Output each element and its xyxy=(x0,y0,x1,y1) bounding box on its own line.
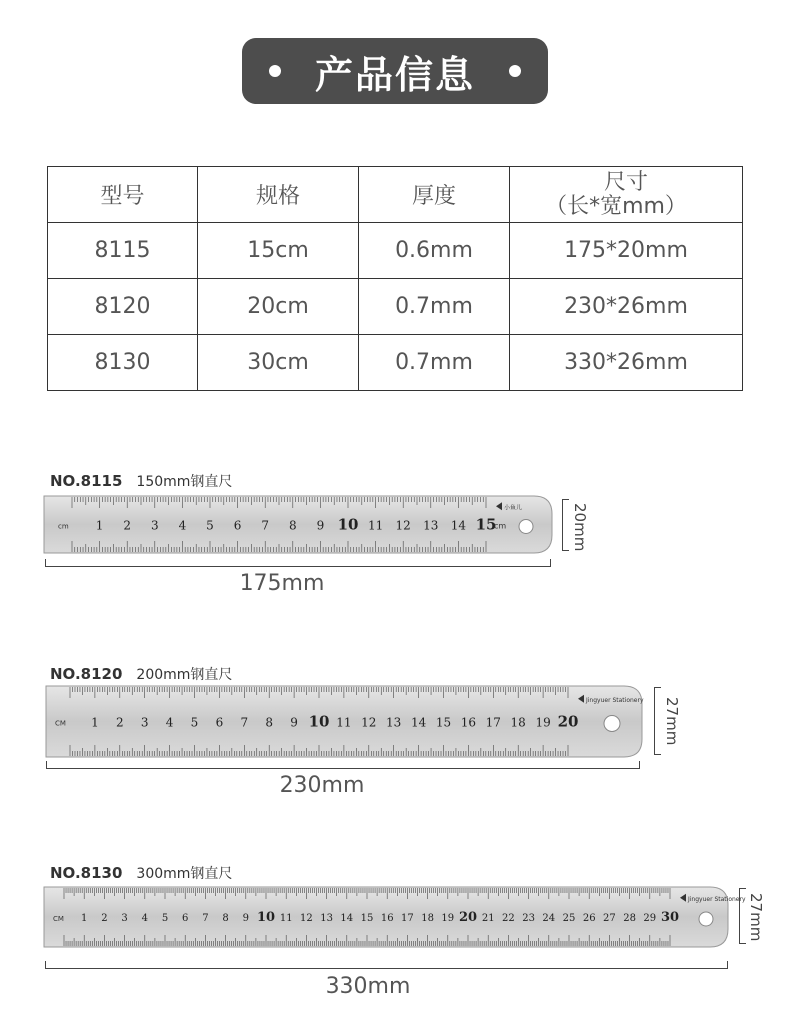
tick-label: 1 xyxy=(91,715,99,730)
tick-label: 8 xyxy=(222,913,229,924)
ruler-caption xyxy=(50,471,232,491)
tick-label: 10 xyxy=(337,515,359,534)
unit-label: CM xyxy=(53,915,64,923)
table-row xyxy=(48,335,743,391)
ruler-width: 27mm xyxy=(747,893,765,942)
ruler-model: NO.8130 xyxy=(50,864,123,882)
tick-label: 28 xyxy=(623,913,636,924)
section-title: 产品信息 xyxy=(314,52,475,97)
tick-label: 13 xyxy=(423,518,439,533)
brand-name: Jingyuer Stationery xyxy=(586,696,644,704)
cell-spec: 20cm xyxy=(198,279,359,335)
tick-label: 29 xyxy=(643,913,657,924)
tick-label: 6 xyxy=(215,715,224,730)
table-header-row xyxy=(48,167,743,223)
ruler-desc: 200mm钢直尺 xyxy=(136,667,233,683)
tick-label: 17 xyxy=(485,715,501,730)
header-size-unit: （长*宽mm） xyxy=(545,193,687,219)
tick-label: 4 xyxy=(141,913,148,924)
tick-label: 21 xyxy=(481,913,495,924)
cell-thickness: 0.7mm xyxy=(359,279,510,335)
header-thickness: 厚度 xyxy=(359,167,510,223)
tick-label: 12 xyxy=(361,715,377,730)
ruler-length: 330mm xyxy=(325,974,411,999)
tick-label: 3 xyxy=(140,715,149,730)
tick-label: 2 xyxy=(101,913,108,924)
tick-label: 22 xyxy=(502,913,515,924)
header-size-label: 尺寸 xyxy=(603,169,648,195)
brand-name: Jingyuer Stationery xyxy=(688,895,746,903)
ruler-caption xyxy=(50,664,232,684)
cell-model: 8130 xyxy=(48,335,198,391)
tick-label: 15 xyxy=(475,515,497,534)
ruler-200mm-image xyxy=(46,686,642,757)
tick-label: 11 xyxy=(336,715,352,730)
tick-label: 14 xyxy=(340,913,354,924)
tick-label: 1 xyxy=(95,518,104,533)
tick-label: 2 xyxy=(115,715,124,730)
width-dimension-line xyxy=(739,888,740,944)
tick-label: 2 xyxy=(123,518,132,533)
ruler-length: 175mm xyxy=(239,571,325,596)
tick-label: 11 xyxy=(367,518,384,533)
cell-spec: 30cm xyxy=(198,335,359,391)
tick-label: 16 xyxy=(380,913,394,924)
ruler-desc: 300mm钢直尺 xyxy=(136,866,233,882)
tick-label: 5 xyxy=(190,715,199,730)
tick-label: 25 xyxy=(562,913,576,924)
length-dimension-line xyxy=(45,962,728,969)
tick-label: 3 xyxy=(121,913,128,924)
tick-label: 24 xyxy=(542,913,556,924)
cell-size: 175*20mm xyxy=(510,223,743,279)
tick-label: 17 xyxy=(401,913,414,924)
cell-spec: 15cm xyxy=(198,223,359,279)
ruler-length: 230mm xyxy=(279,773,365,798)
tick-label: 4 xyxy=(178,518,187,533)
cell-thickness: 0.7mm xyxy=(359,335,510,391)
unit-label: cm xyxy=(494,521,507,531)
ruler-150mm-image xyxy=(44,496,552,553)
tick-label: 9 xyxy=(242,913,249,924)
tick-label: 20 xyxy=(557,712,579,731)
tick-label: 7 xyxy=(240,715,249,730)
tick-label: 1 xyxy=(81,913,88,924)
header-size xyxy=(510,167,743,223)
ruler-desc: 150mm钢直尺 xyxy=(136,474,233,490)
tick-label: 18 xyxy=(510,715,526,730)
bullet-dot-icon xyxy=(509,65,521,77)
tick-label: 4 xyxy=(165,715,174,730)
tick-label: 8 xyxy=(265,715,274,730)
length-dimension-line xyxy=(46,762,640,769)
brand-name: 小鱼儿 xyxy=(504,504,523,512)
cell-model: 8120 xyxy=(48,279,198,335)
tick-label: 15 xyxy=(435,715,452,730)
ruler-model: NO.8115 xyxy=(50,472,123,490)
cell-size: 230*26mm xyxy=(510,279,743,335)
unit-label: cm xyxy=(58,522,69,531)
tick-label: 7 xyxy=(202,913,209,924)
tick-label: 13 xyxy=(386,715,402,730)
tick-label: 16 xyxy=(460,715,477,730)
header-spec: 规格 xyxy=(198,167,359,223)
tick-label: 10 xyxy=(256,910,276,925)
ruler-caption xyxy=(50,863,232,883)
tick-label: 23 xyxy=(522,913,535,924)
width-dimension-line xyxy=(654,687,655,755)
tick-label: 20 xyxy=(458,910,478,925)
tick-label: 13 xyxy=(320,913,333,924)
ruler-model: NO.8120 xyxy=(50,665,123,683)
tick-label: 19 xyxy=(535,715,551,730)
hang-hole xyxy=(519,520,533,534)
tick-label: 3 xyxy=(150,518,159,533)
tick-label: 14 xyxy=(450,518,467,533)
tick-label: 9 xyxy=(290,715,298,730)
tick-label: 12 xyxy=(300,913,313,924)
tick-label: 14 xyxy=(410,715,427,730)
tick-label: 12 xyxy=(395,518,411,533)
table-row xyxy=(48,279,743,335)
tick-label: 5 xyxy=(161,913,169,924)
tick-label: 27 xyxy=(603,913,616,924)
tick-label: 8 xyxy=(288,518,297,533)
tick-label: 6 xyxy=(233,518,242,533)
tick-label: 6 xyxy=(182,913,189,924)
tick-label: 15 xyxy=(360,913,374,924)
tick-label: 19 xyxy=(441,913,455,924)
hang-hole xyxy=(604,716,620,732)
tick-label: 26 xyxy=(582,913,596,924)
tick-label: 7 xyxy=(261,518,270,533)
tick-label: 5 xyxy=(206,518,214,533)
tick-label: 30 xyxy=(660,910,680,925)
cell-thickness: 0.6mm xyxy=(359,223,510,279)
length-dimension-line xyxy=(45,560,551,567)
ruler-300mm-image xyxy=(44,887,746,947)
header-model: 型号 xyxy=(48,167,198,223)
unit-label: CM xyxy=(55,719,66,728)
tick-label: 10 xyxy=(308,712,330,731)
spec-table xyxy=(47,166,743,391)
section-title-banner xyxy=(242,38,548,104)
bullet-dot-icon xyxy=(269,65,281,77)
cell-model: 8115 xyxy=(48,223,198,279)
width-dimension-line xyxy=(562,499,563,551)
tick-label: 11 xyxy=(279,913,293,924)
ruler-width: 27mm xyxy=(663,697,681,746)
cell-size: 330*26mm xyxy=(510,335,743,391)
hang-hole xyxy=(699,912,713,926)
tick-label: 18 xyxy=(421,913,434,924)
table-row xyxy=(48,223,743,279)
ruler-width: 20mm xyxy=(571,503,589,552)
tick-label: 9 xyxy=(316,518,325,533)
